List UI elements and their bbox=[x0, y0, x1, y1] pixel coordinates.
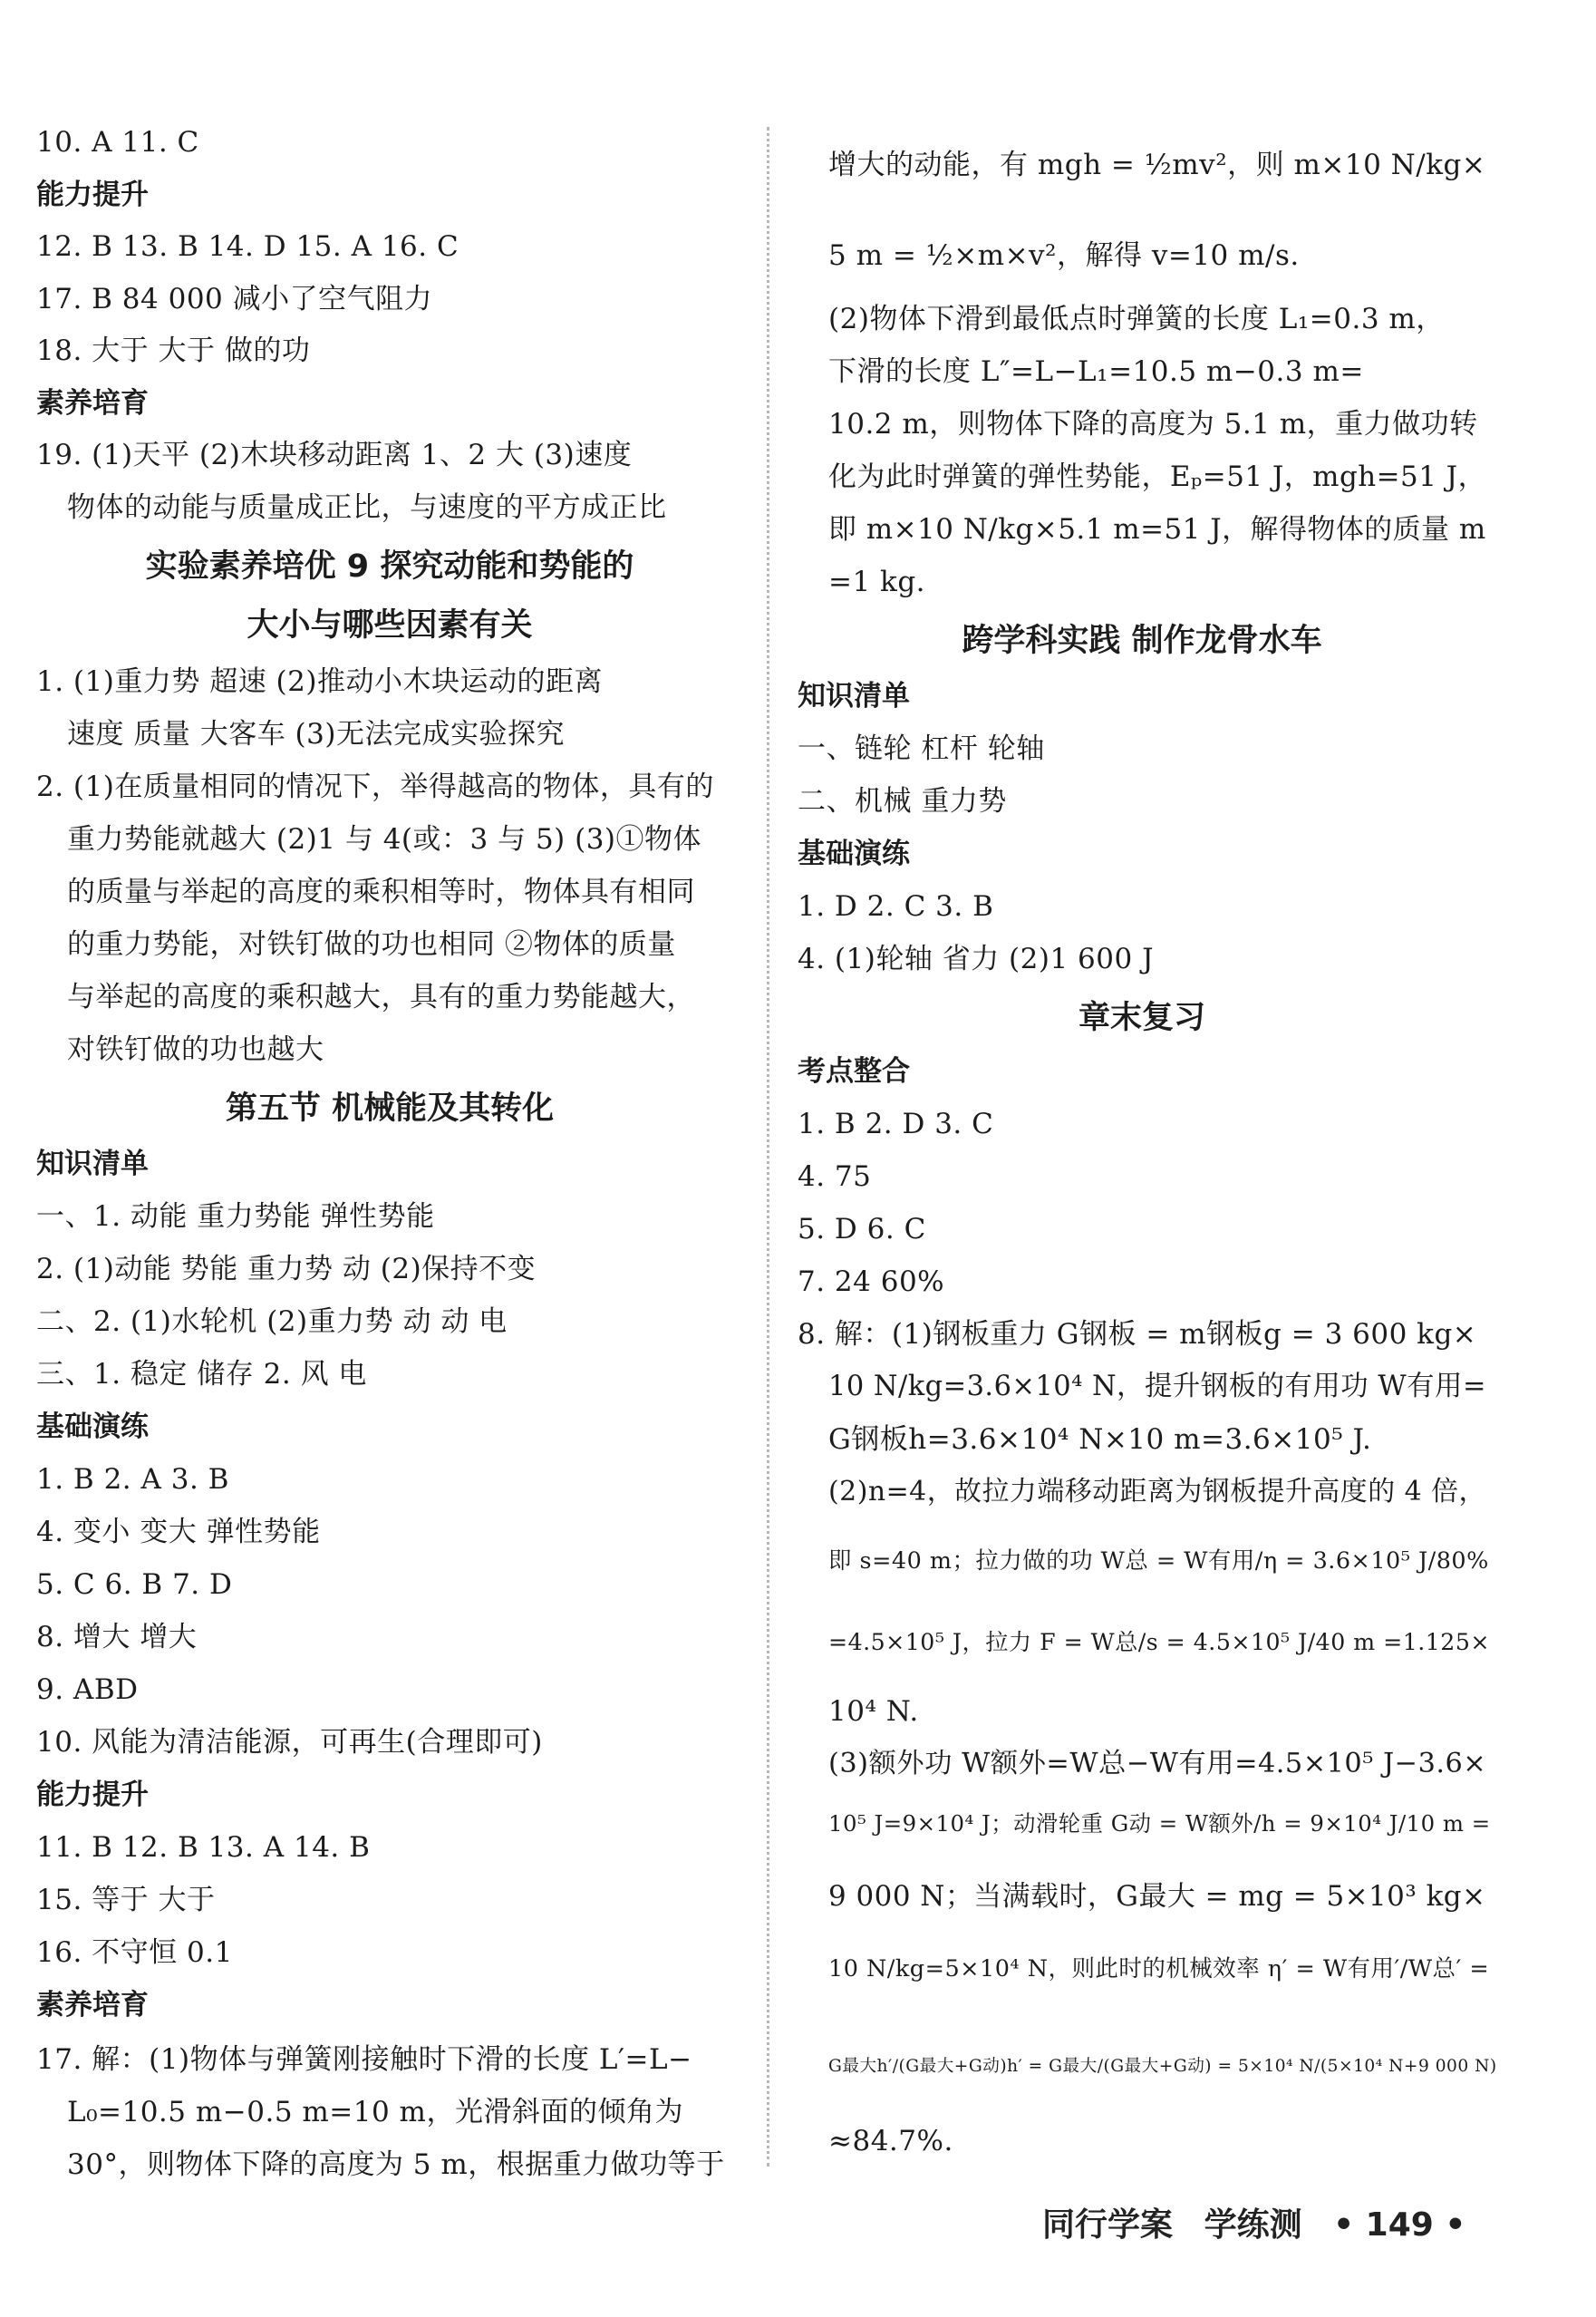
right-ln-line: =1 kg. bbox=[828, 566, 926, 598]
left-ttl-line: 大小与哪些因素有关 bbox=[247, 607, 533, 644]
left-ln-line: 1. (1)重力势 超速 (2)推动小木块运动的距离 bbox=[36, 665, 603, 698]
left-ln-line: 的质量与举起的高度的乘积相等时，物体具有相同 bbox=[67, 876, 695, 908]
left-ln-line: 19. (1)天平 (2)木块移动距离 1、2 大 (3)速度 bbox=[36, 439, 633, 471]
left-ln-line: 11. B 12. B 13. A 14. B bbox=[36, 1831, 371, 1864]
left-hd-line: 素养培育 bbox=[36, 1989, 149, 2021]
right-ln-line: 10⁴ N. bbox=[828, 1695, 919, 1728]
left-hd-line: 基础演练 bbox=[36, 1411, 149, 1443]
page-number: • 149 • bbox=[1333, 2206, 1466, 2244]
right-ln-line: =4.5×10⁵ J，拉力 F = W总/s = 4.5×10⁵ J/40 m =1.125× bbox=[828, 1629, 1490, 1655]
right-ln-line: 化为此时弹簧的弹性势能，Eₚ=51 J，mgh=51 J， bbox=[828, 460, 1486, 493]
right-ln-line: 10 N/kg=5×10⁴ N，则此时的机械效率 η′ = W有用′/W总′ = bbox=[828, 1955, 1490, 1983]
right-ln-line: 增大的动能，有 mgh = ½mv²，则 m×10 N/kg× bbox=[828, 149, 1486, 181]
right-ln-line: 5 m = ½×m×v²，解得 v=10 m/s. bbox=[828, 239, 1300, 272]
right-ln-line: 9 000 N；当满载时，G最大 = mg = 5×10³ kg× bbox=[828, 1880, 1486, 1913]
left-ln-line: 一、1. 动能 重力势能 弹性势能 bbox=[36, 1200, 435, 1233]
left-ln-line: 12. B 13. B 14. D 15. A 16. C bbox=[36, 230, 459, 263]
right-ln-line: 二、机械 重力势 bbox=[798, 785, 1007, 818]
column-divider bbox=[767, 127, 769, 2167]
left-ln-line: 三、1. 稳定 储存 2. 风 电 bbox=[36, 1358, 367, 1391]
left-ln-line: 物体的动能与质量成正比，与速度的平方成正比 bbox=[67, 491, 667, 524]
right-ln-line: 7. 24 60% bbox=[798, 1265, 945, 1298]
right-hd-line: 知识清单 bbox=[798, 680, 910, 713]
left-ln-line: L₀=10.5 m−0.5 m=10 m，光滑斜面的倾角为 bbox=[67, 2096, 683, 2128]
right-ln-line: 1. B 2. D 3. C bbox=[798, 1108, 994, 1140]
left-ln-line: 15. 等于 大于 bbox=[36, 1884, 216, 1916]
right-hd-line: 考点整合 bbox=[798, 1055, 910, 1088]
right-ln-line: G钢板h=3.6×10⁴ N×10 m=3.6×10⁵ J. bbox=[828, 1423, 1372, 1456]
left-ttl-line: 第五节 机械能及其转化 bbox=[225, 1091, 555, 1127]
right-ln-line: 下滑的长度 L″=L−L₁=10.5 m−0.3 m= bbox=[828, 355, 1364, 388]
right-ln-line: 10 N/kg=3.6×10⁴ N，提升钢板的有用功 W有用= bbox=[828, 1371, 1486, 1402]
left-ln-line: 9. ABD bbox=[36, 1673, 139, 1706]
left-ln-line: 17. 解：(1)物体与弹簧刚接触时下滑的长度 L′=L− bbox=[36, 2043, 692, 2076]
left-ln-line: 18. 大于 大于 做的功 bbox=[36, 334, 311, 367]
left-hd-line: 素养培育 bbox=[36, 387, 149, 420]
left-hd-line: 知识清单 bbox=[36, 1148, 149, 1180]
right-ln-line: G最大h′/(G最大+G动)h′ = G最大/(G最大+G动) = 5×10⁴ N/(5×10⁴ N+9 000 N) bbox=[828, 2057, 1497, 2076]
right-ln-line: 1. D 2. C 3. B bbox=[798, 890, 994, 923]
page-footer bbox=[1042, 2203, 1485, 2248]
right-ttl-line: 章末复习 bbox=[1078, 1000, 1205, 1036]
left-ln-line: 10. 风能为清洁能源，可再生(合理即可) bbox=[36, 1726, 543, 1759]
right-hd-line: 基础演练 bbox=[798, 838, 910, 870]
right-ln-line: (2)物体下滑到最低点时弹簧的长度 L₁=0.3 m， bbox=[828, 303, 1445, 335]
left-ln-line: 重力势能就越大 (2)1 与 4(或：3 与 5) (3)①物体 bbox=[67, 823, 702, 856]
left-ln-line: 与举起的高度的乘积越大，具有的重力势能越大， bbox=[67, 981, 695, 1013]
left-ln-line: 2. (1)动能 势能 重力势 动 (2)保持不变 bbox=[36, 1253, 537, 1285]
left-hd-line: 能力提升 bbox=[36, 179, 149, 211]
right-ln-line: 8. 解：(1)钢板重力 G钢板 = m钢板g = 3 600 kg× bbox=[798, 1318, 1477, 1351]
right-ln-line: 4. (1)轮轴 省力 (2)1 600 J bbox=[798, 943, 1154, 975]
footer-subtitle: 学练测 bbox=[1204, 2206, 1302, 2244]
left-ln-line: 的重力势能，对铁钉做的功也相同 ②物体的质量 bbox=[67, 928, 676, 961]
right-ln-line: 10.2 m，则物体下降的高度为 5.1 m，重力做功转 bbox=[828, 408, 1478, 441]
left-ln-line: 16. 不守恒 0.1 bbox=[36, 1936, 233, 1969]
left-ttl-line: 实验素养培优 9 探究动能和势能的 bbox=[145, 548, 634, 585]
left-ln-line: 17. B 84 000 减小了空气阻力 bbox=[36, 283, 433, 315]
left-hd-line: 能力提升 bbox=[36, 1779, 149, 1811]
right-ln-line: 即 m×10 N/kg×5.1 m=51 J，解得物体的质量 m bbox=[828, 513, 1486, 546]
right-ln-line: 一、链轮 杠杆 轮轴 bbox=[798, 732, 1045, 765]
left-ln-line: 5. C 6. B 7. D bbox=[36, 1568, 233, 1601]
right-ln-line: 4. 75 bbox=[798, 1160, 872, 1193]
right-ln-line: 即 s=40 m；拉力做的功 W总 = W有用/η = 3.6×10⁵ J/80% bbox=[828, 1547, 1489, 1575]
right-ln-line: (2)n=4，故拉力端移动距离为钢板提升高度的 4 倍， bbox=[828, 1476, 1486, 1508]
left-ln-line: 对铁钉做的功也越大 bbox=[67, 1033, 324, 1066]
left-ln-line: 4. 变小 变大 弹性势能 bbox=[36, 1516, 321, 1548]
left-ln-line: 2. (1)在质量相同的情况下，举得越高的物体，具有的 bbox=[36, 771, 714, 803]
right-ln-line: (3)额外功 W额外=W总−W有用=4.5×10⁵ J−3.6× bbox=[828, 1748, 1487, 1779]
footer-brand: 同行学案 bbox=[1042, 2206, 1174, 2244]
left-ln-line: 1. B 2. A 3. B bbox=[36, 1463, 229, 1496]
left-ln-line: 速度 质量 大客车 (3)无法完成实验探究 bbox=[67, 718, 565, 751]
left-ln-line: 二、2. (1)水轮机 (2)重力势 动 动 电 bbox=[36, 1305, 508, 1338]
right-ln-line: ≈84.7%. bbox=[828, 2125, 953, 2157]
right-ttl-line: 跨学科实践 制作龙骨水车 bbox=[962, 623, 1322, 659]
right-ln-line: 5. D 6. C bbox=[798, 1213, 926, 1246]
left-ln-line: 8. 增大 增大 bbox=[36, 1621, 198, 1653]
left-ln-line: 10. A 11. C bbox=[36, 126, 199, 159]
left-ln-line: 30°，则物体下降的高度为 5 m，根据重力做功等于 bbox=[67, 2148, 725, 2181]
right-ln-line: 10⁵ J=9×10⁴ J；动滑轮重 G动 = W额外/h = 9×10⁴ J/10 m = bbox=[828, 1810, 1491, 1837]
